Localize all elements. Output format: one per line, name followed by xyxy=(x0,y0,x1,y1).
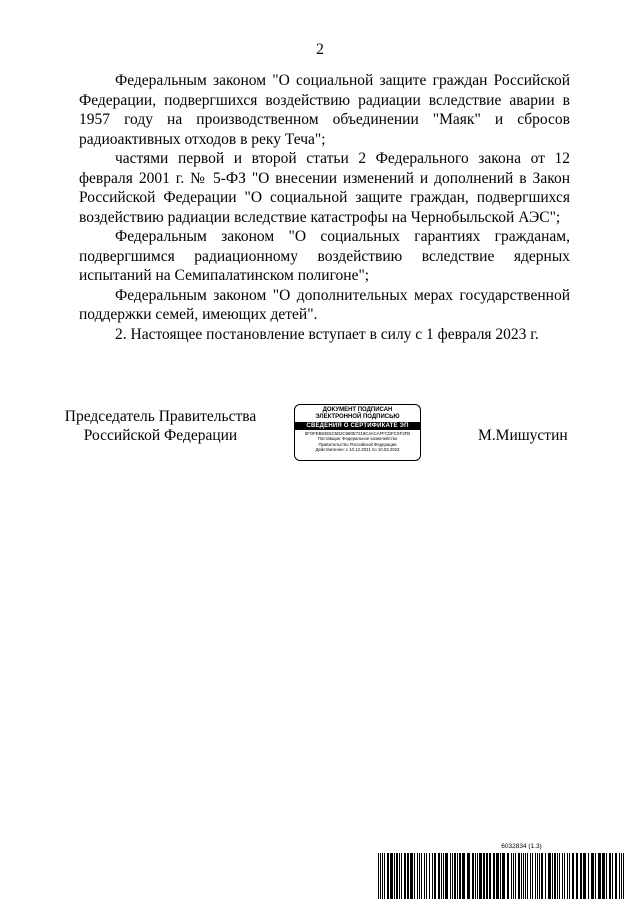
signatory-name: М.Мишустин xyxy=(478,427,568,444)
document-body xyxy=(79,71,570,344)
stamp-title xyxy=(295,407,420,421)
barcode-label: 6032834 (1.3) xyxy=(501,843,542,850)
stamp-serial: 5FOFEB84E5C5D2C680E7218C4ACAFFCDFCSF3FB xyxy=(304,431,411,436)
stamp-title-line2: ЭЛЕКТРОННОЙ ПОДПИСЬЮ xyxy=(315,414,400,420)
barcode-block xyxy=(378,843,625,899)
paragraph-chernobyl-law: частями первой и второй статьи 2 Федерального закона от 12 февраля 2001 г. № 5-ФЗ "О внесении изменений и дополнений в Закон Российской Федерации "О социальной защите граждан, подвергшихся воздействию радиации вследствие катастрофы на Чернобыльской АЭС"; xyxy=(79,150,570,226)
electronic-signature-stamp xyxy=(294,404,421,461)
stamp-validity: Действителен: с 10.12.2021 по 10.03.2023 xyxy=(315,447,400,453)
paragraph-effective-date: 2. Настоящее постановление вступает в силу с 1 февраля 2023 г. xyxy=(115,325,539,343)
signatory-position xyxy=(58,407,263,445)
paragraph-family-support-law: Федеральным законом "О дополнительных мерах государственной поддержки семей, имеющих детей". xyxy=(79,286,570,323)
stamp-owner: Правительство Российской Федерации xyxy=(318,441,397,447)
signatory-position-line2: Российской Федерации xyxy=(83,427,238,444)
paragraph-mayak-law: Федеральным законом "О социальной защите граждан Российской Федерации, подвергшихся воздействию радиации вследствие аварии в 1957 году на производственном объединении "Маяк" и сбросов радиоактивных отходов в реку Теча"; xyxy=(79,72,570,148)
barcode-image xyxy=(378,853,625,899)
page-number: 2 xyxy=(316,41,324,58)
stamp-title-line1: ДОКУМЕНТ ПОДПИСАН xyxy=(322,407,393,413)
stamp-supplier: Поставщик: Федеральное казначейство xyxy=(317,436,398,442)
signatory-position-line1: Председатель Правительства xyxy=(64,408,257,425)
paragraph-semipalatinsk-law: Федеральным законом "О социальных гарантиях гражданам, подвергшимся радиационному воздействию вследствие ядерных испытаний на Семипалатинском полигоне"; xyxy=(79,228,570,284)
stamp-header: СВЕДЕНИЯ О СЕРТИФИКАТЕ ЭП xyxy=(295,422,420,430)
